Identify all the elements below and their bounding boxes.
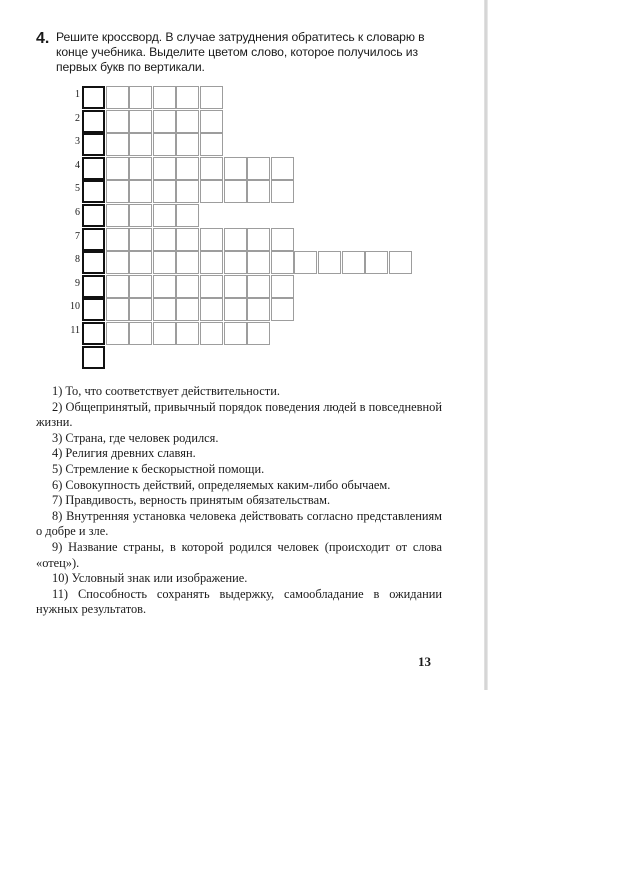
crossword-cell[interactable] xyxy=(224,228,247,251)
crossword-key-cell[interactable] xyxy=(82,298,105,321)
crossword-cell[interactable] xyxy=(106,228,129,251)
crossword-cell[interactable] xyxy=(200,157,223,180)
crossword-cell[interactable] xyxy=(176,322,199,345)
crossword-key-cell[interactable] xyxy=(82,110,105,133)
crossword-key-cell[interactable] xyxy=(82,204,105,227)
crossword-cell[interactable] xyxy=(200,86,223,109)
clue-item: 2) Общепринятый, привычный порядок поведения людей в повседневной жизни. xyxy=(36,399,442,430)
crossword-cell[interactable] xyxy=(365,251,388,274)
crossword-key-cell[interactable] xyxy=(82,346,105,369)
crossword-cell[interactable] xyxy=(176,228,199,251)
clue-item: 3) Страна, где человек родился. xyxy=(52,430,219,445)
crossword-cell[interactable] xyxy=(271,275,294,298)
crossword-cell[interactable] xyxy=(176,298,199,321)
task-block xyxy=(36,30,456,75)
clue-item: 5) Стремление к бескорыстной помощи. xyxy=(52,461,265,476)
crossword-cell[interactable] xyxy=(129,180,152,203)
crossword-cell[interactable] xyxy=(106,298,129,321)
crossword-cell[interactable] xyxy=(176,251,199,274)
crossword-cell[interactable] xyxy=(153,157,176,180)
clue-item: 11) Способность сохранять выдержку, самообладание в ожидании нужных результатов. xyxy=(36,586,442,617)
crossword-cell[interactable] xyxy=(176,275,199,298)
crossword-cell[interactable] xyxy=(153,322,176,345)
crossword-cell[interactable] xyxy=(129,228,152,251)
crossword-cell[interactable] xyxy=(200,110,223,133)
crossword-cell[interactable] xyxy=(129,251,152,274)
crossword-key-cell[interactable] xyxy=(82,157,105,180)
crossword-cell[interactable] xyxy=(200,228,223,251)
crossword-cell[interactable] xyxy=(176,110,199,133)
crossword-cell[interactable] xyxy=(106,204,129,227)
crossword-row-number: 4 xyxy=(75,159,80,171)
crossword-key-cell[interactable] xyxy=(82,251,105,274)
crossword-cell[interactable] xyxy=(176,180,199,203)
crossword-cell[interactable] xyxy=(200,298,223,321)
clue-list xyxy=(36,384,442,618)
crossword-cell[interactable] xyxy=(106,251,129,274)
crossword-cell[interactable] xyxy=(294,251,317,274)
crossword-cell[interactable] xyxy=(224,251,247,274)
crossword-cell[interactable] xyxy=(271,228,294,251)
crossword-cell[interactable] xyxy=(247,322,270,345)
crossword-key-cell[interactable] xyxy=(82,133,105,156)
crossword-cell[interactable] xyxy=(271,180,294,203)
crossword-cell[interactable] xyxy=(129,322,152,345)
crossword-cell[interactable] xyxy=(224,180,247,203)
crossword-cell[interactable] xyxy=(247,298,270,321)
clue-item: 7) Правдивость, верность принятым обязательствам. xyxy=(52,493,331,508)
crossword-cell[interactable] xyxy=(129,298,152,321)
crossword-cell[interactable] xyxy=(200,180,223,203)
crossword-cell[interactable] xyxy=(342,251,365,274)
task-instructions: Решите кроссворд. В случае затруднения обратитесь к словарю в конце учебника. Выделите цветом слово, которое получилось из первых букв по вертикали. xyxy=(56,30,425,74)
crossword-key-cell[interactable] xyxy=(82,228,105,251)
crossword-cell[interactable] xyxy=(247,228,270,251)
crossword-cell[interactable] xyxy=(153,133,176,156)
crossword-cell[interactable] xyxy=(153,204,176,227)
crossword-cell[interactable] xyxy=(200,133,223,156)
crossword-cell[interactable] xyxy=(129,204,152,227)
crossword-cell[interactable] xyxy=(129,86,152,109)
clue-item: 10) Условный знак или изображение. xyxy=(52,571,248,586)
crossword-row-number: 10 xyxy=(70,301,80,313)
crossword-cell[interactable] xyxy=(153,110,176,133)
crossword-cell[interactable] xyxy=(200,251,223,274)
crossword-cell[interactable] xyxy=(224,322,247,345)
crossword-cell[interactable] xyxy=(106,157,129,180)
crossword-cell[interactable] xyxy=(224,298,247,321)
crossword-row-number: 3 xyxy=(75,136,80,148)
crossword-cell[interactable] xyxy=(153,86,176,109)
crossword-cell[interactable] xyxy=(271,298,294,321)
crossword-cell[interactable] xyxy=(318,251,341,274)
crossword-key-cell[interactable] xyxy=(82,180,105,203)
crossword-cell[interactable] xyxy=(106,322,129,345)
crossword-row-number: 9 xyxy=(75,277,80,289)
crossword-cell[interactable] xyxy=(153,180,176,203)
page-number: 13 xyxy=(418,654,431,669)
crossword-cell[interactable] xyxy=(176,204,199,227)
crossword-cell[interactable] xyxy=(247,251,270,274)
crossword-cell[interactable] xyxy=(271,251,294,274)
clue-item: 4) Религия древних славян. xyxy=(52,446,196,461)
page-binding-edge xyxy=(484,0,488,690)
crossword-key-cell[interactable] xyxy=(82,275,105,298)
crossword-row-number: 7 xyxy=(75,230,80,242)
clue-item: 8) Внутренняя установка человека действовать согласно представлениям о добре и зле. xyxy=(36,508,442,539)
crossword-row-number: 2 xyxy=(75,112,80,124)
crossword-cell[interactable] xyxy=(389,251,412,274)
crossword-cell[interactable] xyxy=(106,110,129,133)
crossword-cell[interactable] xyxy=(176,133,199,156)
crossword-cell[interactable] xyxy=(224,157,247,180)
crossword-key-cell[interactable] xyxy=(82,322,105,345)
crossword-cell[interactable] xyxy=(106,86,129,109)
crossword-row-number: 5 xyxy=(75,183,80,195)
clue-item: 1) То, что соответствует действительности. xyxy=(52,384,280,398)
crossword-cell[interactable] xyxy=(153,251,176,274)
crossword-cell[interactable] xyxy=(106,133,129,156)
crossword-cell[interactable] xyxy=(271,157,294,180)
crossword-cell[interactable] xyxy=(176,157,199,180)
crossword-cell[interactable] xyxy=(247,180,270,203)
crossword-cell[interactable] xyxy=(129,275,152,298)
crossword-cell[interactable] xyxy=(129,157,152,180)
crossword-cell[interactable] xyxy=(106,275,129,298)
crossword-cell[interactable] xyxy=(153,275,176,298)
crossword-cell[interactable] xyxy=(129,133,152,156)
clue-item: 6) Совокупность действий, определяемых каким-либо обычаем. xyxy=(52,477,391,492)
crossword-cell[interactable] xyxy=(106,180,129,203)
crossword-cell[interactable] xyxy=(153,298,176,321)
crossword-cell[interactable] xyxy=(129,110,152,133)
crossword-cell[interactable] xyxy=(247,275,270,298)
crossword-cell[interactable] xyxy=(176,86,199,109)
crossword-cell[interactable] xyxy=(153,228,176,251)
crossword-cell[interactable] xyxy=(200,275,223,298)
crossword-cell[interactable] xyxy=(247,157,270,180)
task-number: 4. xyxy=(36,30,50,47)
crossword-row-number: 11 xyxy=(70,325,80,336)
crossword-key-cell[interactable] xyxy=(82,86,105,109)
crossword-row-number: 6 xyxy=(75,207,80,218)
crossword-row-number: 8 xyxy=(75,254,80,266)
crossword-cell[interactable] xyxy=(200,322,223,345)
crossword-row-number: 1 xyxy=(75,89,80,100)
clue-item: 9) Название страны, в которой родился человек (происходит от слова «отец»). xyxy=(36,539,442,570)
crossword-cell[interactable] xyxy=(224,275,247,298)
